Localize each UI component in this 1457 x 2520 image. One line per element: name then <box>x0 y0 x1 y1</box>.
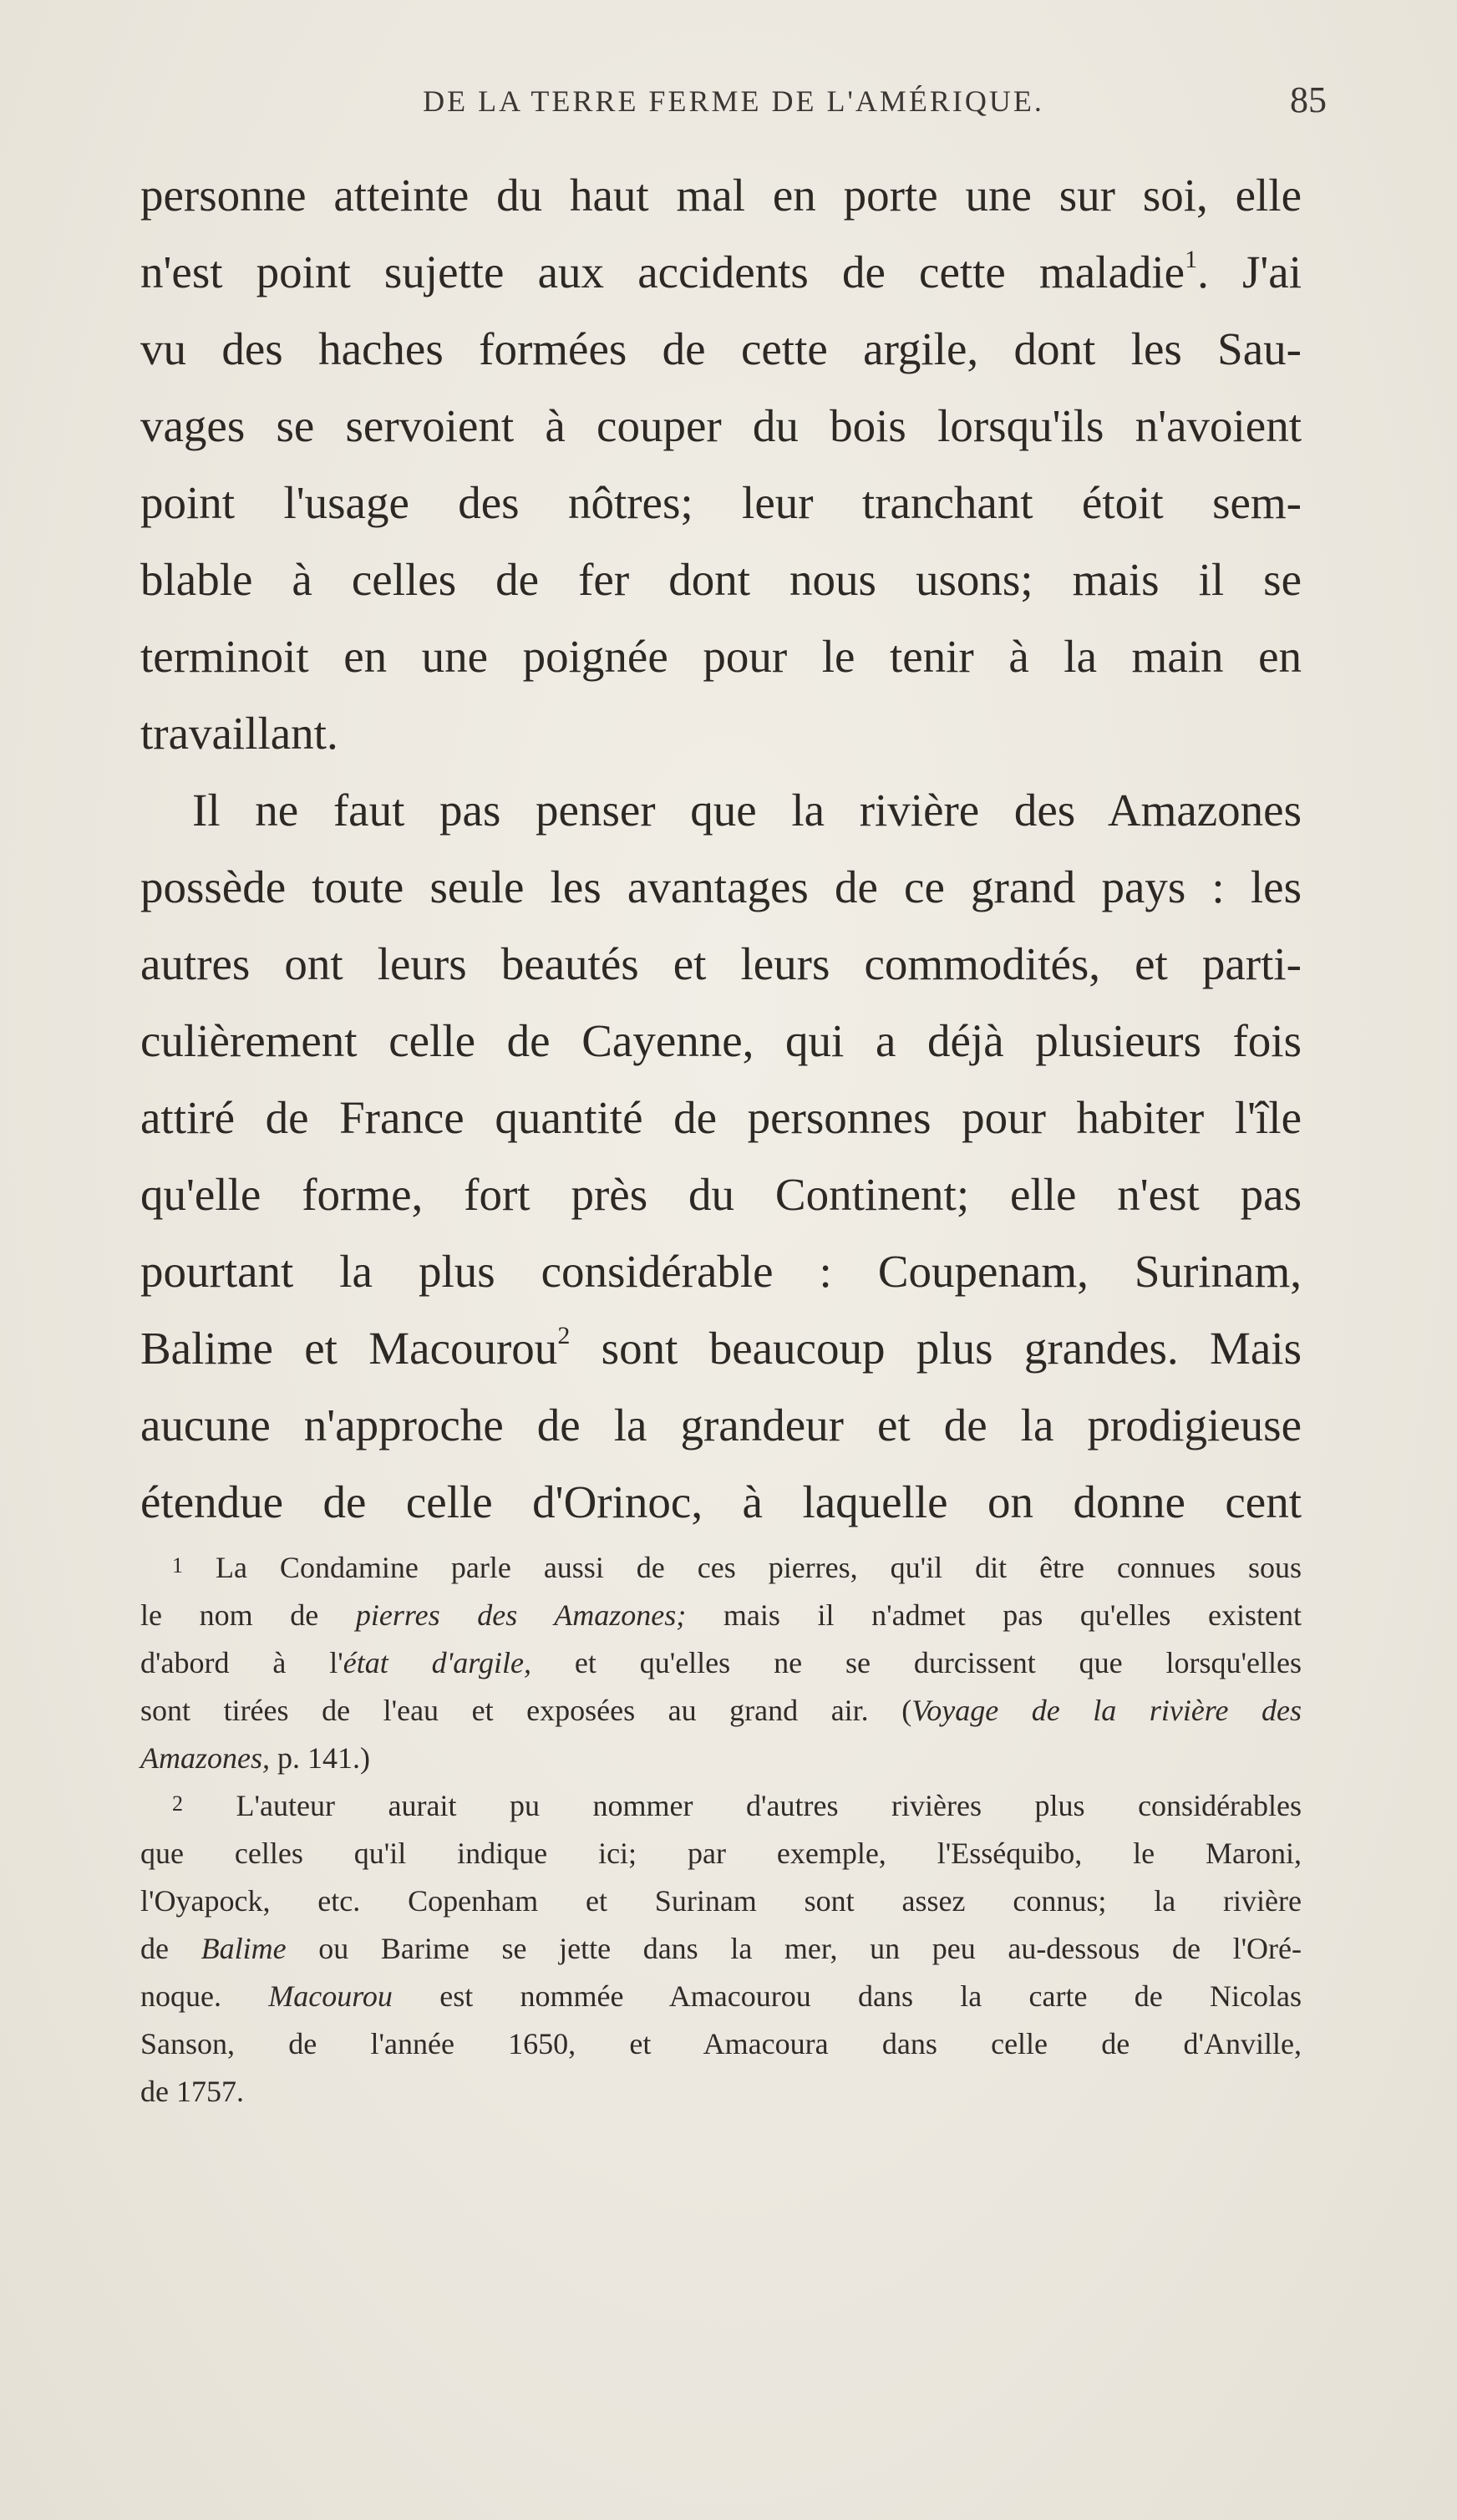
text-segment: La Condamine parle aussi de ces pierres, qu'il dit être connues sous <box>183 1551 1302 1584</box>
footnote-1-line <box>140 1639 1302 1687</box>
italic-text: Macourou <box>268 1979 393 2013</box>
text-segment: p. 141.) <box>270 1741 370 1775</box>
footnote-1-line <box>140 1544 1302 1592</box>
footnote-1-line <box>140 1687 1302 1735</box>
text-segment: est nommée Amacourou dans la carte de Nicolas <box>392 1979 1302 2013</box>
text-line <box>140 1310 1302 1387</box>
text-line: aucune n'approche de la grandeur et de la prodigieuse <box>140 1400 1302 1451</box>
text-line: point l'usage des nôtres; leur tranchant étoit sem- <box>140 477 1302 528</box>
italic-text: Amazones, <box>140 1741 270 1775</box>
text-line: possède toute seule les avantages de ce grand pays : les <box>140 861 1302 912</box>
footnote-ref-2: 2 <box>557 1322 571 1349</box>
footnote-2-line: de 1757. <box>140 2075 244 2108</box>
text-segment: n'est point sujette aux accidents de cette maladie <box>140 246 1185 297</box>
italic-text: Voyage de la rivière des <box>911 1694 1302 1727</box>
text-line: autres ont leurs beautés et leurs commodités, et parti- <box>140 938 1302 989</box>
text-line <box>140 234 1302 311</box>
text-line: pourtant la plus considérable : Coupenam, Surinam, <box>140 1246 1302 1297</box>
text-segment: sont beaucoup plus grandes. Mais <box>570 1323 1302 1374</box>
italic-text: état d'argile, <box>343 1646 531 1679</box>
text-segment: le nom de <box>140 1598 356 1632</box>
footnote-number: 1 <box>172 1553 183 1578</box>
text-segment: ou Barime se jette dans la mer, un peu au-dessous de l'Oré- <box>286 1932 1302 1965</box>
text-line: travaillant. <box>140 708 338 759</box>
footnote-2-line <box>140 1782 1302 1830</box>
text-line: blable à celles de fer dont nous usons; mais il se <box>140 554 1302 605</box>
footnote-2-line: Sanson, de l'année 1650, et Amacoura dans celle de d'Anville, <box>140 2027 1302 2060</box>
main-text <box>140 157 1302 1541</box>
text-segment: mais il n'admet pas qu'elles existent <box>686 1598 1302 1632</box>
text-line: étendue de celle d'Orinoc, à laquelle on donne cent <box>140 1476 1302 1527</box>
footnote-ref-1: 1 <box>1185 246 1198 273</box>
text-line: vu des haches formées de cette argile, dont les Sau- <box>140 323 1302 374</box>
footnotes <box>140 1544 1302 2116</box>
text-line: qu'elle forme, fort près du Continent; elle n'est pas <box>140 1169 1302 1220</box>
text-line: Il ne faut pas penser que la rivière des Amazones <box>192 785 1302 836</box>
footnote-1-line <box>140 1735 1302 1782</box>
text-line: culièrement celle de Cayenne, qui a déjà plusieurs fois <box>140 1015 1302 1066</box>
text-segment: de <box>140 1932 201 1965</box>
text-segment: noque. <box>140 1979 269 2013</box>
footnote-2-line <box>140 1925 1302 1973</box>
footnote-2-line <box>140 1973 1302 2020</box>
text-segment: d'abord à l' <box>140 1646 343 1679</box>
footnote-number: 2 <box>172 1791 183 1816</box>
footnote-1-line <box>140 1592 1302 1639</box>
text-line: terminoit en une poignée pour le tenir à la main en <box>140 631 1302 682</box>
italic-text: Balime <box>201 1932 287 1965</box>
text-segment: et qu'elles ne se durcissent que lorsqu'elles <box>531 1646 1302 1679</box>
text-line: personne atteinte du haut mal en porte une sur soi, elle <box>140 170 1302 221</box>
footnote-2-line: l'Oyapock, etc. Copenham et Surinam sont assez connus; la rivière <box>140 1884 1302 1918</box>
text-segment: sont tirées de l'eau et exposées au grand air. ( <box>140 1694 912 1727</box>
page-header <box>140 79 1327 134</box>
page-number: 85 <box>1290 79 1327 120</box>
text-line: attiré de France quantité de personnes pour habiter l'île <box>140 1092 1302 1143</box>
text-segment: L'auteur aurait pu nommer d'autres rivières plus considérables <box>183 1789 1302 1822</box>
text-segment: . J'ai <box>1197 246 1302 297</box>
text-segment: Balime et Macourou <box>140 1323 558 1374</box>
italic-text: pierres des Amazones; <box>355 1598 687 1632</box>
footnote-2-line: que celles qu'il indique ici; par exemple, l'Esséquibo, le Maroni, <box>140 1837 1302 1870</box>
running-title: DE LA TERRE FERME DE L'AMÉRIQUE. <box>423 84 1044 118</box>
text-line: vages se servoient à couper du bois lorsqu'ils n'avoient <box>140 400 1302 451</box>
